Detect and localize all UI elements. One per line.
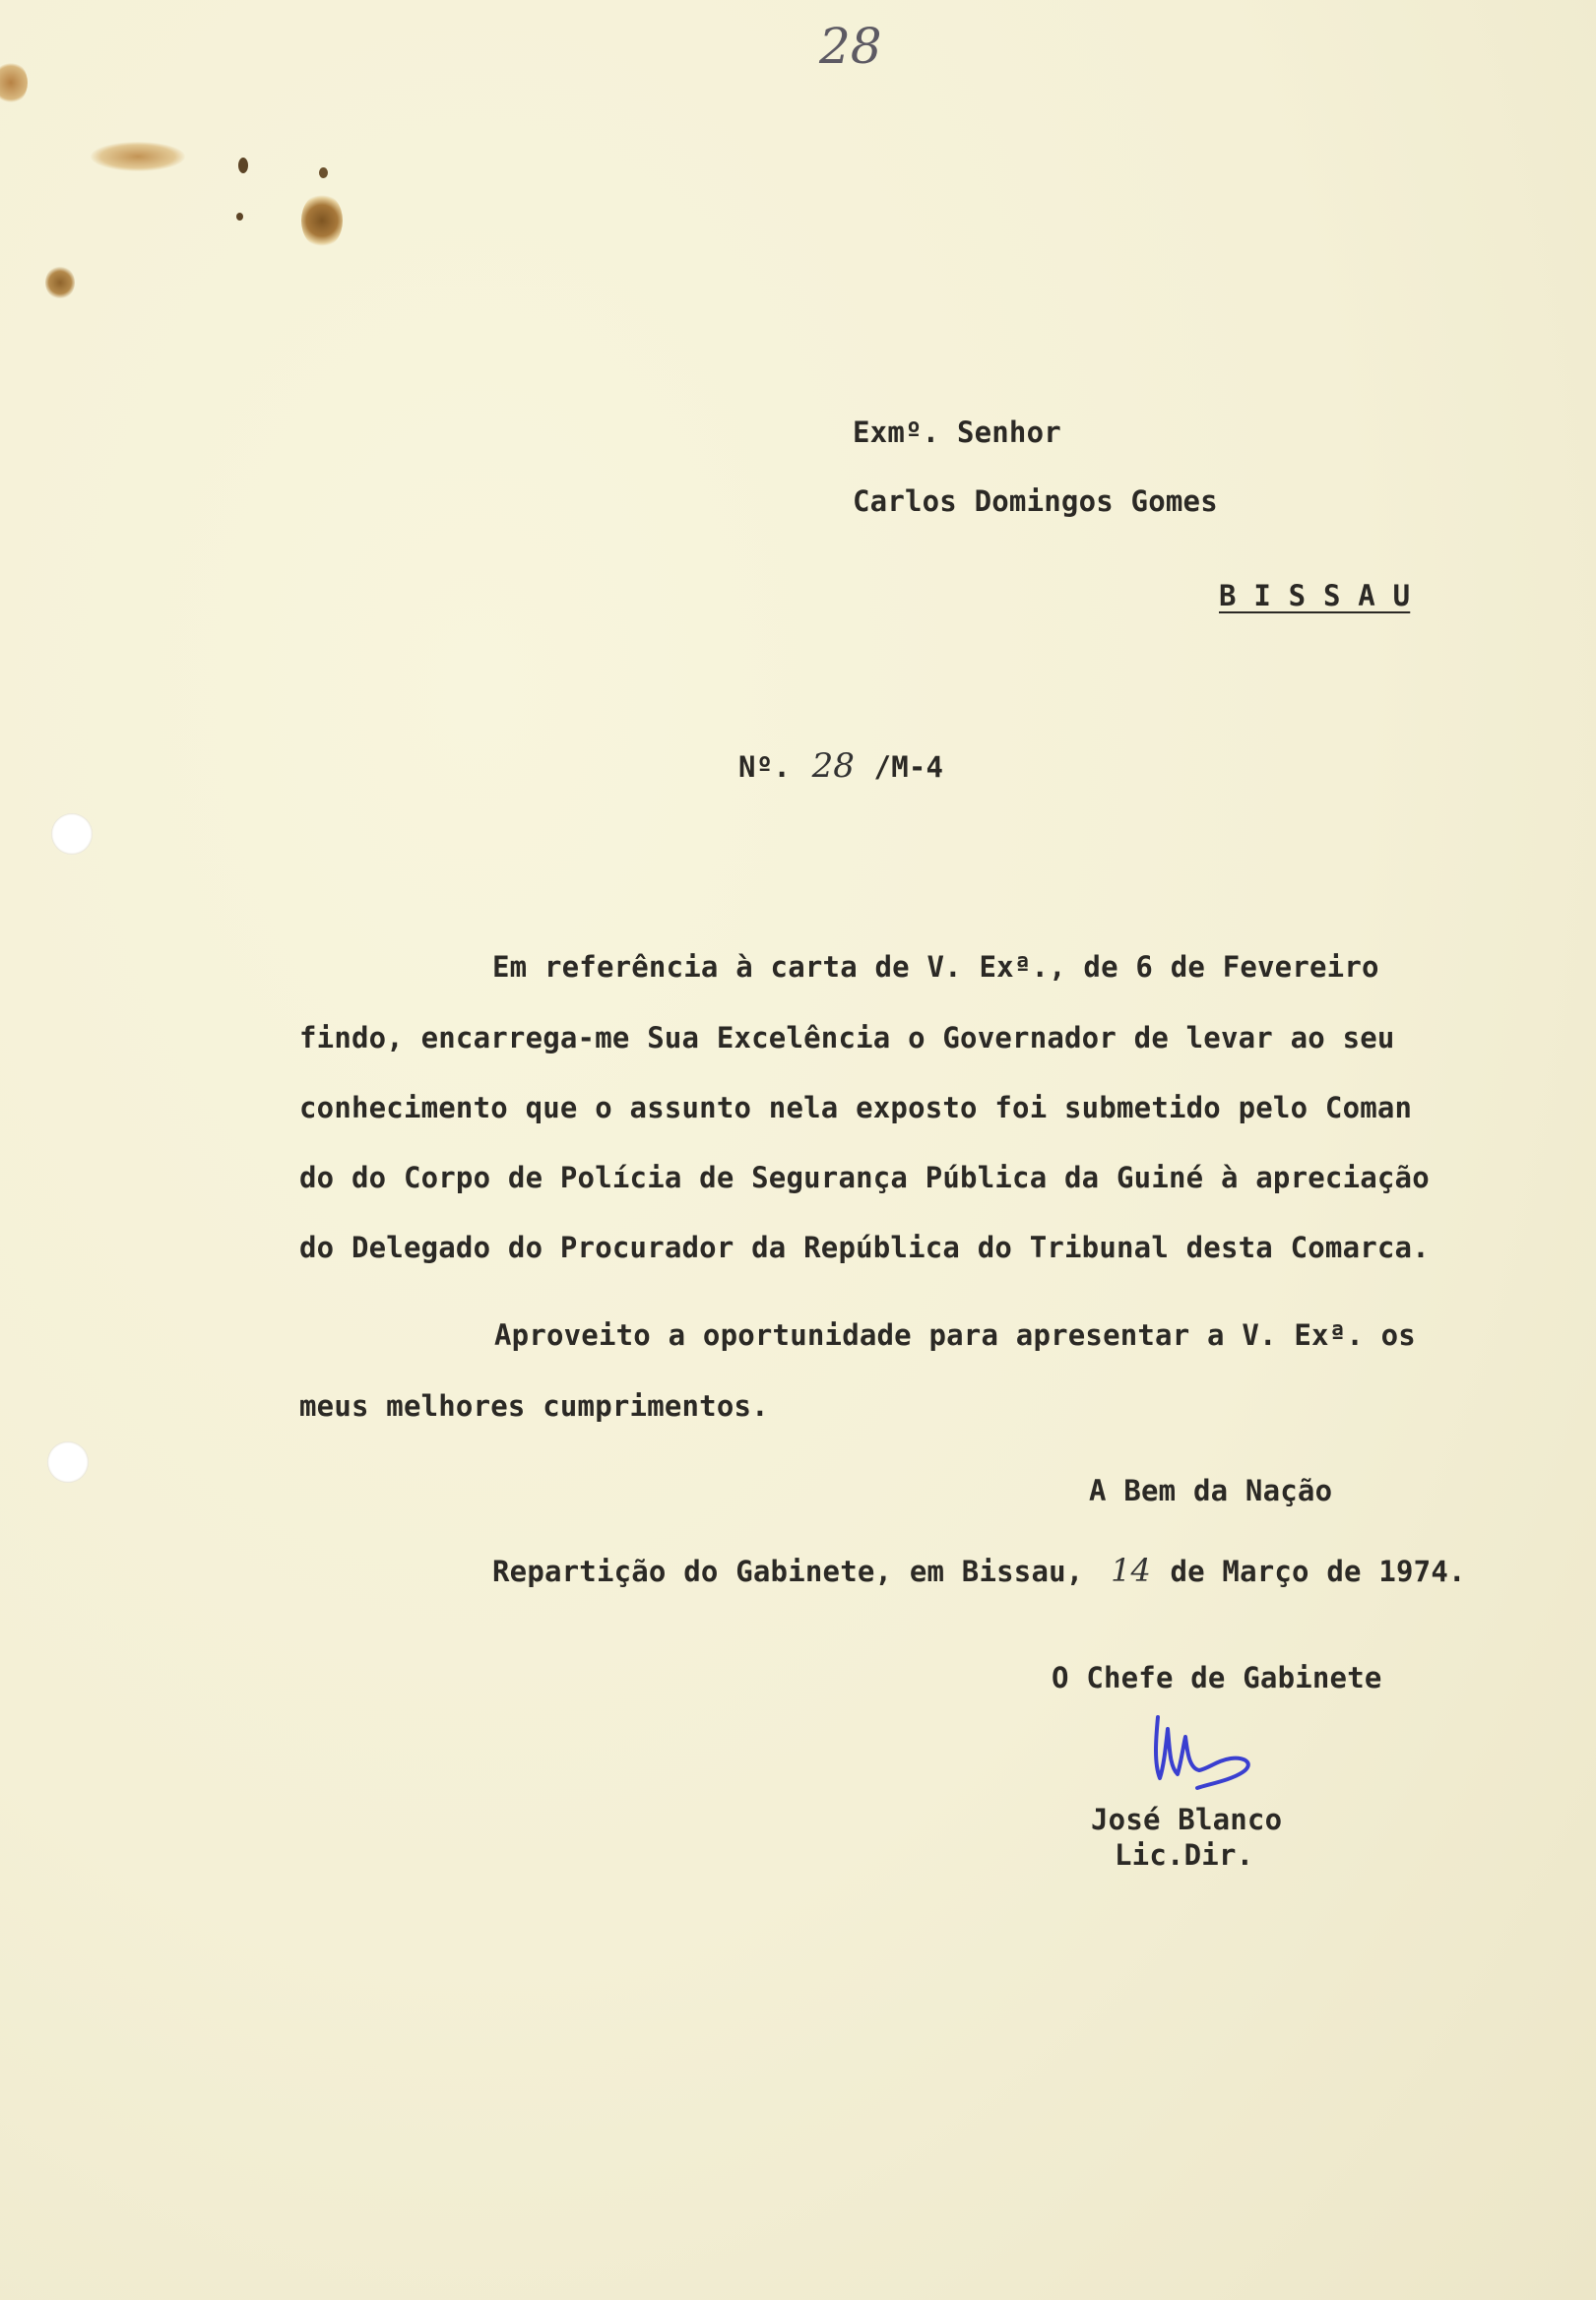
punch-hole-bottom bbox=[47, 1441, 89, 1483]
signatory-name: José Blanco bbox=[1091, 1803, 1283, 1836]
addressee-salutation: Exmº. Senhor bbox=[853, 415, 1061, 449]
body-line: do Delegado do Procurador da República do Tribunal desta Comarca. bbox=[299, 1231, 1430, 1264]
rust-stain bbox=[301, 193, 343, 248]
page-number: 28 bbox=[819, 18, 882, 75]
signatory-credential: Lic.Dir. bbox=[1115, 1838, 1254, 1872]
reference-suffix: /M-4 bbox=[873, 750, 944, 784]
rust-stain bbox=[45, 266, 75, 299]
body-line: do do Corpo de Polícia de Segurança Pública da Guiné à apreciação bbox=[299, 1161, 1430, 1194]
addressee-city: B I S S A U bbox=[1219, 579, 1411, 612]
rust-stain bbox=[91, 142, 185, 171]
body-line: meus melhores cumprimentos. bbox=[299, 1389, 769, 1423]
place-date-suffix: de Março de 1974. bbox=[1170, 1555, 1466, 1588]
place-date-prefix: Repartição do Gabinete, em Bissau, bbox=[492, 1555, 1084, 1588]
place-date-line bbox=[492, 1552, 1466, 1589]
rust-stain bbox=[238, 158, 248, 173]
rust-stain bbox=[236, 213, 243, 221]
rust-stain bbox=[319, 167, 328, 178]
addressee-name: Carlos Domingos Gomes bbox=[853, 484, 1218, 518]
closing-motto: A Bem da Nação bbox=[1089, 1474, 1333, 1507]
body-line: findo, encarrega-me Sua Excelência o Governador de levar ao seu bbox=[299, 1021, 1395, 1054]
reference-number: 28 bbox=[811, 746, 855, 786]
reference-line bbox=[738, 746, 943, 786]
punch-hole-top bbox=[51, 813, 93, 855]
reference-prefix: Nº. bbox=[738, 750, 791, 784]
signer-role: O Chefe de Gabinete bbox=[1052, 1661, 1382, 1694]
body-line: conhecimento que o assunto nela exposto foi submetido pelo Coman bbox=[299, 1091, 1413, 1124]
rust-stain bbox=[0, 61, 28, 104]
date-day: 14 bbox=[1111, 1552, 1151, 1589]
body-line: Aproveito a oportunidade para apresentar a V. Exª. os bbox=[494, 1318, 1416, 1352]
handwritten-signature bbox=[1140, 1709, 1298, 1818]
body-line: Em referência à carta de V. Exª., de 6 de Fevereiro bbox=[492, 950, 1379, 984]
